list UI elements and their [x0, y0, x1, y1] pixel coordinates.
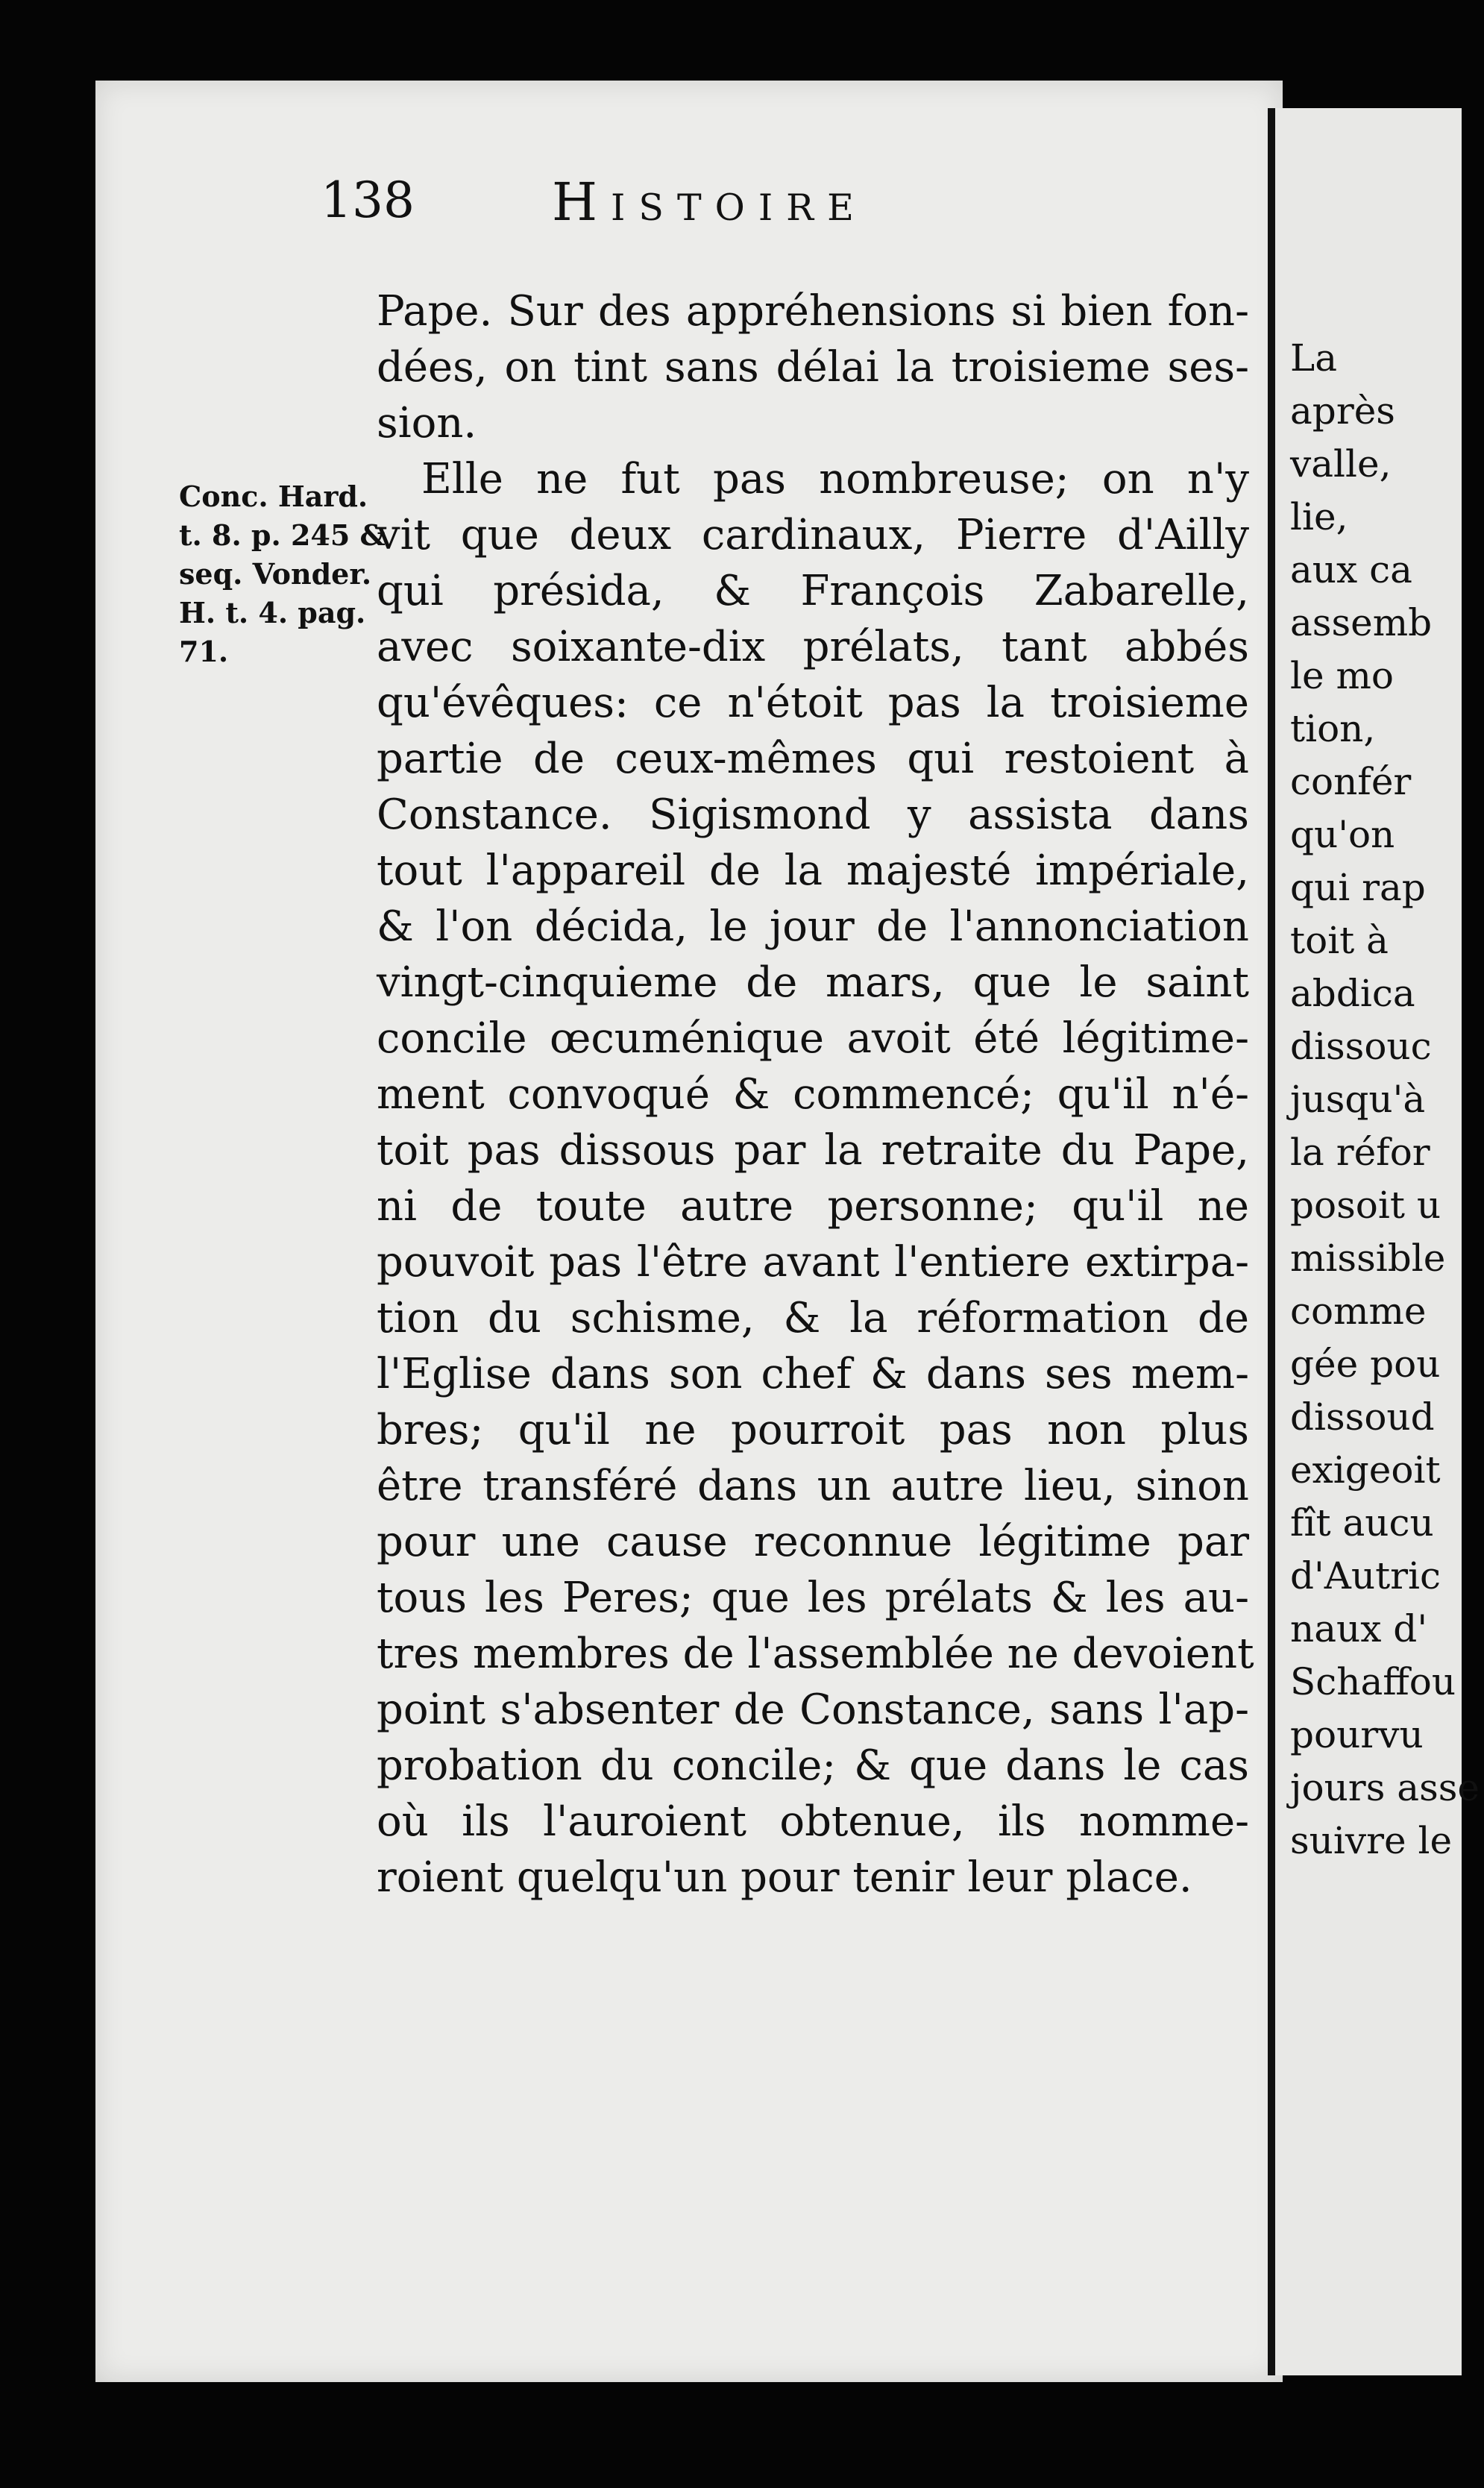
text-line: vit que deux cardinaux, Pierre d'Ailly	[377, 511, 1249, 559]
text-line: où ils l'auroient obtenue, ils nomme-	[377, 1797, 1249, 1846]
right-page-line: lie,	[1290, 495, 1348, 538]
page-number: 138	[321, 172, 415, 229]
text-line: qui présida, & François Zabarelle,	[377, 567, 1249, 615]
text-line: qu'évêques: ce n'étoit pas la troisieme	[377, 679, 1249, 727]
right-page-line: posoit u	[1290, 1184, 1441, 1227]
text-line: Pape. Sur des appréhensions si bien fon-	[377, 287, 1249, 336]
body-text	[377, 283, 1254, 1906]
text-line: être transféré dans un autre lieu, sinon	[377, 1462, 1249, 1510]
margin-note-line: H. t. 4. pag.	[179, 596, 366, 629]
right-page-line: jusqu'à	[1290, 1078, 1426, 1121]
right-page-line: pourvu	[1290, 1713, 1424, 1756]
right-page-line: jours asse	[1290, 1766, 1480, 1809]
right-page-line: suivre le	[1290, 1819, 1453, 1862]
right-page-line: toit à	[1290, 919, 1389, 962]
text-line: vingt-cinquieme de mars, que le saint	[377, 958, 1249, 1007]
margin-note-line: 71.	[179, 635, 229, 668]
text-line: sion.	[377, 399, 477, 447]
right-page-line: abdica	[1290, 972, 1415, 1015]
text-line: tous les Peres; que les prélats & les au-	[377, 1574, 1249, 1622]
right-page-line: dissoud	[1290, 1395, 1435, 1439]
text-line: roient quelqu'un pour tenir leur place.	[377, 1853, 1192, 1902]
right-page-line: exigeoit	[1290, 1448, 1441, 1492]
margin-note-line: Conc. Hard.	[179, 480, 368, 513]
text-line: point s'absenter de Constance, sans l'ap-	[377, 1686, 1249, 1734]
right-page-line: aux ca	[1290, 548, 1412, 591]
text-line: tres membres de l'assemblée ne devoient	[377, 1630, 1254, 1678]
text-line: tout l'appareil de la majesté impériale,	[377, 846, 1249, 895]
right-page-line: qui rap	[1290, 866, 1426, 909]
right-page-line: comme	[1290, 1289, 1427, 1333]
right-page-line: confér	[1290, 760, 1412, 803]
text-line: & l'on décida, le jour de l'annonciation	[377, 902, 1249, 951]
right-page-text	[1290, 332, 1484, 1867]
right-page-line: qu'on	[1290, 813, 1395, 856]
text-line: l'Eglise dans son chef & dans ses mem-	[377, 1350, 1249, 1398]
text-line: pouvoit pas l'être avant l'entiere extirpa-	[377, 1238, 1249, 1287]
right-page-line: missible	[1290, 1237, 1446, 1280]
text-line: ment convoqué & commencé; qu'il n'é-	[377, 1070, 1249, 1119]
right-page-line: valle,	[1290, 442, 1392, 486]
right-page-line: La	[1290, 336, 1338, 380]
text-line: probation du concile; & que dans le cas	[377, 1741, 1249, 1790]
right-page-line: le mo	[1290, 654, 1394, 697]
right-page-line: fît aucu	[1290, 1501, 1434, 1545]
text-line: tion du schisme, & la réformation de	[377, 1294, 1249, 1342]
text-line: pour une cause reconnue légitime par	[377, 1518, 1249, 1566]
right-page-line: tion,	[1290, 707, 1376, 750]
right-page-line: assemb	[1290, 601, 1433, 644]
text-line: Elle ne fut pas nombreuse; on n'y	[421, 455, 1249, 503]
margin-note-line: seq. Vonder.	[179, 557, 372, 591]
right-page-line: après	[1290, 389, 1395, 433]
text-line: concile œcuménique avoit été légitime-	[377, 1014, 1249, 1063]
text-line: bres; qu'il ne pourroit pas non plus	[377, 1406, 1249, 1454]
right-page-line: gée pou	[1290, 1342, 1441, 1386]
page-header	[321, 172, 992, 254]
right-page-line: la réfor	[1290, 1131, 1430, 1174]
margin-note	[179, 477, 403, 671]
text-line: ni de toute autre personne; qu'il ne	[377, 1182, 1249, 1231]
text-line: avec soixante-dix prélats, tant abbés	[377, 623, 1249, 671]
right-page-line: d'Autric	[1290, 1554, 1441, 1598]
text-line: dées, on tint sans délai la troisieme ses-	[377, 343, 1249, 392]
right-page-line: dissouc	[1290, 1025, 1432, 1068]
text-line: toit pas dissous par la retraite du Pape,	[377, 1126, 1249, 1175]
text-line: partie de ceux-mêmes qui restoient à	[377, 735, 1249, 783]
right-page-line: naux d'	[1290, 1607, 1428, 1650]
right-page	[1268, 108, 1480, 2375]
running-title: Histoire	[552, 172, 867, 233]
right-page-line: Schaffou	[1290, 1660, 1456, 1703]
margin-note-line: t. 8. p. 245 &	[179, 518, 386, 552]
text-line: Constance. Sigismond y assista dans	[377, 791, 1249, 839]
